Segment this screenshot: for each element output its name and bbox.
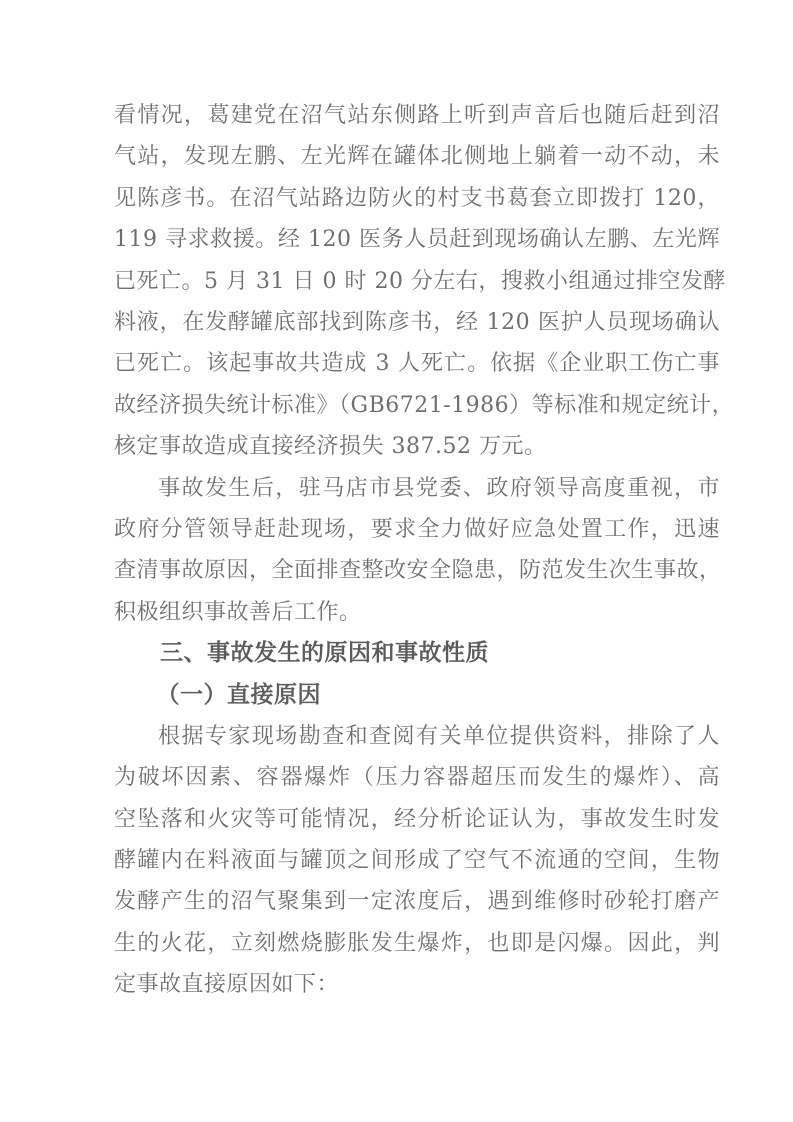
text-line: 119 寻求救援。经 120 医务人员赶到现场确认左鹏、左光辉 xyxy=(114,227,720,253)
section-heading: 三、事故发生的原因和事故性质 xyxy=(160,640,489,667)
text-line: 看情况，葛建党在沼气站东侧路上听到声音后也随后赶到沼 xyxy=(114,103,720,128)
paragraph-direct-cause xyxy=(114,716,720,1006)
text-line: 空坠落和火灾等可能情况，经分析论证认为，事故发生时发 xyxy=(114,806,720,832)
text-line: 已死亡。该起事故共造成 3 人死亡。依据《企业职工伤亡事 xyxy=(114,351,720,377)
text-line: 核定事故造成直接经济损失 387.52 万元。 xyxy=(114,434,547,460)
text-line: 定事故直接原因如下： xyxy=(114,972,340,998)
text-line: 生的火花，立刻燃烧膨胀发生爆炸，也即是闪爆。因此，判 xyxy=(114,930,720,956)
text-block xyxy=(114,95,735,1006)
text-line: 积极组织事故善后工作。 xyxy=(114,599,362,625)
text-line: 根据专家现场勘查和查阅有关单位提供资料，排除了人 xyxy=(158,723,720,749)
text-line: 事故发生后，驻马店市县党委、政府领导高度重视，市 xyxy=(158,475,720,501)
sub-heading: （一）直接原因 xyxy=(156,681,322,709)
text-line: 为破坏因素、容器爆炸（压力容器超压而发生的爆炸）、高 xyxy=(114,765,720,791)
text-line: 故经济损失统计标准》（GB6721-1986）等标准和规定统计， xyxy=(114,392,735,418)
paragraph-continuation xyxy=(114,95,735,468)
text-line: 料液，在发酵罐底部找到陈彦书，经 120 医护人员现场确认 xyxy=(114,309,720,335)
text-line: 查清事故原因，全面排查整改安全隐患，防范发生次生事故， xyxy=(114,558,722,584)
text-line: 已死亡。5 月 31 日 0 时 20 分左右，搜救小组通过排空发酵 xyxy=(114,268,726,294)
text-line: 气站，发现左鹏、左光辉在罐体北侧地上躺着一动不动，未 xyxy=(114,144,720,170)
text-line: 见陈彦书。在沼气站路边防火的村支书葛套立即拨打 120， xyxy=(114,185,720,211)
paragraph-response xyxy=(114,468,720,634)
text-line: 发酵产生的沼气聚集到一定浓度后，遇到维修时砂轮打磨产 xyxy=(114,889,720,915)
text-line: 酵罐内在料液面与罐顶之间形成了空气不流通的空间，生物 xyxy=(114,848,720,874)
text-line: 政府分管领导赶赴现场，要求全力做好应急处置工作，迅速 xyxy=(114,516,720,542)
